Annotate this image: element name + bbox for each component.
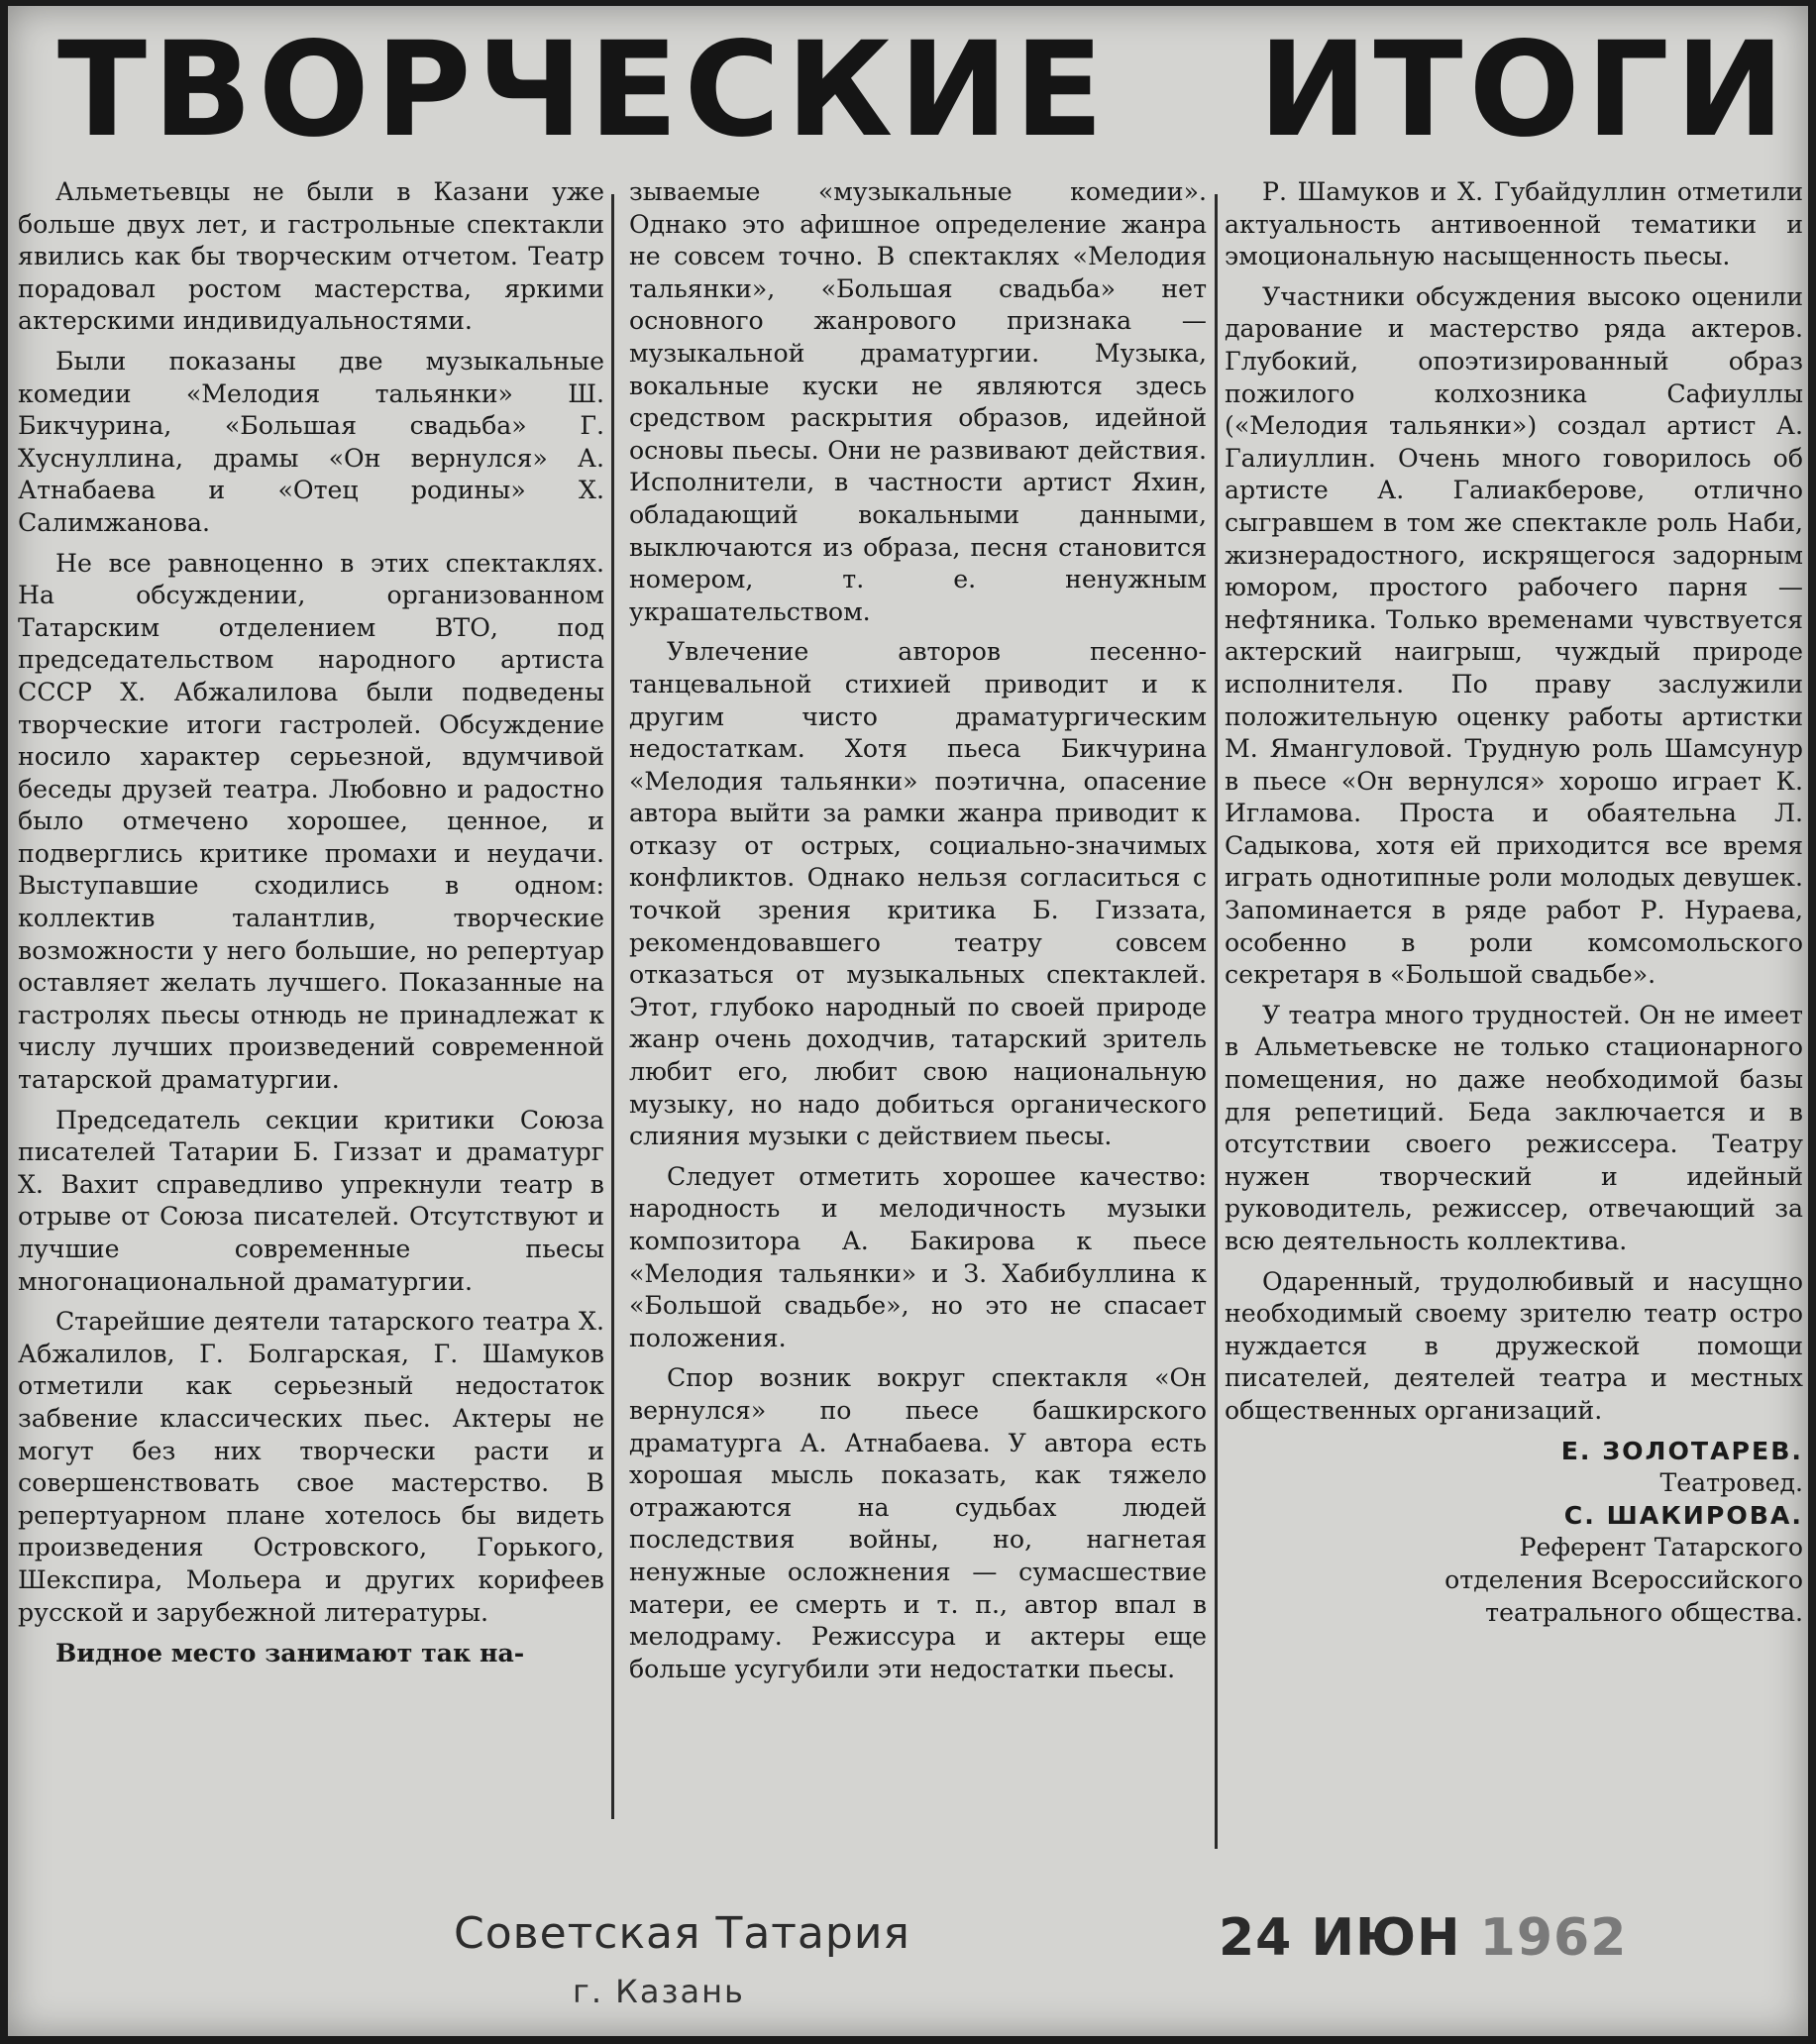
paragraph: У театра много трудностей. Он не имеет в Альметьевске не только стационарного помещения, но даже необходимой базы для репетиций. Беда заключается и в отсутствии своего режиссера. Театру нужен творческий и идейный руководитель, режиссер, отвечающий за всю деятельность коллектива. (1225, 1000, 1803, 1255)
headline-word-1: ТВОРЧЕСКИЕ (57, 14, 1110, 166)
paragraph: зываемые «музыкальные комедии». Однако это афишное определение жанра не совсем точно. В спектаклях «Мелодия тальянки», «Большая свадьба» нет основного жанрового признака — музыкальной драматургии. Музыка, вокальные куски не являются здесь средством раскрытия образов, идейной основы пьесы. Они не развивают действия. Исполнители, в частности артист Яхин, обладающий вокальными данными, выключаются из образа, песня становится номером, т. е. ненужным украшательством. (629, 177, 1207, 626)
source-city: г. Казань (573, 1973, 745, 2010)
column-3 (1225, 176, 1803, 1629)
date-year: 1962 (1479, 1908, 1628, 1968)
author-2-title: Референт Татарского отделения Всероссийского театрального общества. (1444, 1533, 1803, 1627)
paragraph: Следует отметить хорошее качество: народность и мелодичность музыки композитора А. Бакирова к пьесе «Мелодия тальянки» и З. Хабибуллина к «Большой свадьбе», но это не спасает положения. (629, 1161, 1207, 1352)
newspaper-clipping (8, 6, 1808, 2036)
paragraph: Спор возник вокруг спектакля «Он вернулся» по пьесе башкирского драматурга А. Атнабаева. У автора есть хорошая мысль показать, как тяжело отражаются на судьбах людей последствия войны, но, нагнетая ненужные осложнения — сумасшествие матери, ее смерть и т. п., автор впал в мелодраму. Режиссура и актеры еще больше усугубили эти недостатки пьесы. (629, 1363, 1207, 1683)
column-rule-2 (1215, 194, 1218, 1849)
paragraph: Увлечение авторов песенно-танцевальной стихией приводит и к другим чисто драматургическим недостаткам. Хотя пьеса Бикчурина «Мелодия тальянки» поэтична, опасение автора выйти за рамки жанра приводит к отказу от острых, социально-значимых конфликтов. Однако нельзя согласиться с точкой зрения критика Б. Гиззата, рекомендовавшего театру совсем отказаться от музыкальных спектаклей. Этот, глубоко народный по своей природе жанр очень доходчив, татарский зритель любит его, любит свою национальную музыку, но надо добиться органического слияния музыки с действием пьесы. (629, 637, 1207, 1151)
paragraph: Видное место занимают так на- (55, 1638, 525, 1668)
paragraph: Р. Шамуков и Х. Губайдуллин отметили актуальность антивоенной тематики и эмоциональную насыщенность пьесы. (1225, 177, 1803, 271)
date-stamp (1219, 1908, 1627, 1968)
paragraph: Председатель секции критики Союза писателей Татарии Б. Гиззат и драматург Х. Вахит справедливо упрекнули театр в отрыве от Союза писателей. Отсутствуют и лучшие современные пьесы многонациональной драматургии. (18, 1105, 604, 1296)
paragraph: Участники обсуждения высоко оценили дарование и мастерство ряда актеров. Глубокий, опоэтизированный образ пожилого колхозника Сафиуллы («Мелодия тальянки») создал артист А. Галиуллин. Очень много говорилось об артисте А. Галиакберове, отлично сыгравшем в том же спектакле роль Наби, жизнерадостного, искрящегося задорным юмором, простого рабочего парня — нефтяника. Только временами чувствуется актерский наигрыш, чуждый природе исполнителя. По праву заслужили положительную оценку работы артистки М. Ямангуловой. Трудную роль Шамсунур в пьесе «Он вернулся» хорошо играет К. Игламова. Проста и обаятельна Л. Садыкова, хотя ей приходится все время играть однотипные роли молодых девушек. Запоминается в ряде работ Р. Нураева, особенно в роли комсомольского секретаря в «Большой свадьбе». (1225, 281, 1803, 990)
column-2 (629, 176, 1207, 1685)
paragraph: Не все равноценно в этих спектаклях. На обсуждении, организованном Татарским отделением ВТО, под председательством народного артиста СССР Х. Абжалилова были подведены творческие итоги гастролей. Обсуждение носило характер серьезной, вдумчивой беседы друзей театра. Любовно и радостно было отмечено хорошее, ценное, и подверглись критике промахи и неудачи. Выступавшие сходились в одном: коллектив талантлив, творческие возможности у него большие, но репертуар оставляет желать лучшего. Показанные на гастролях пьесы отнюдь не принадлежат к числу лучших произведений современной татарской драматургии. (18, 548, 604, 1095)
author-2-name: С. ШАКИРОВА. (1563, 1500, 1803, 1530)
column-1 (18, 176, 604, 1669)
headline-word-2: ИТОГИ (1258, 14, 1791, 166)
source-stamp: Советская Татария (454, 1908, 910, 1959)
author-1-title: Театровед. (1659, 1468, 1803, 1498)
author-1-name: Е. ЗОЛОТАРЕВ. (1560, 1436, 1803, 1465)
paragraph: Одаренный, трудолюбивый и насущно необходимый своему зрителю театр остро нуждается в дружеской помощи писателей, деятелей театра и местных общественных организаций. (1225, 1266, 1803, 1425)
column-rule-1 (611, 194, 614, 1819)
paragraph: Альметьевцы не были в Казани уже больше двух лет, и гастрольные спектакли явились как бы творческим отчетом. Театр порадовал ростом мастерства, яркими актерскими индивидуальностями. (18, 177, 604, 336)
headline (8, 16, 1808, 164)
paragraph: Были показаны две музыкальные комедии «Мелодия тальянки» Ш. Бикчурина, «Большая свадьба» Г. Хуснуллина, драмы «Он вернулся» А. Атнабаева и «Отец родины» Х. Салимжанова. (18, 346, 604, 537)
date-day-month: 24 ИЮН (1219, 1908, 1461, 1968)
paragraph: Старейшие деятели татарского театра Х. Абжалилов, Г. Болгарская, Г. Шамуков отметили как серьезный недостаток забвение классических пьес. Актеры не могут без них творчески расти и совершенствовать свое мастерство. В репертуарном плане хотелось бы видеть произведения Островского, Горького, Шекспира, Мольера и других корифеев русской и зарубежной литературы. (18, 1307, 604, 1627)
